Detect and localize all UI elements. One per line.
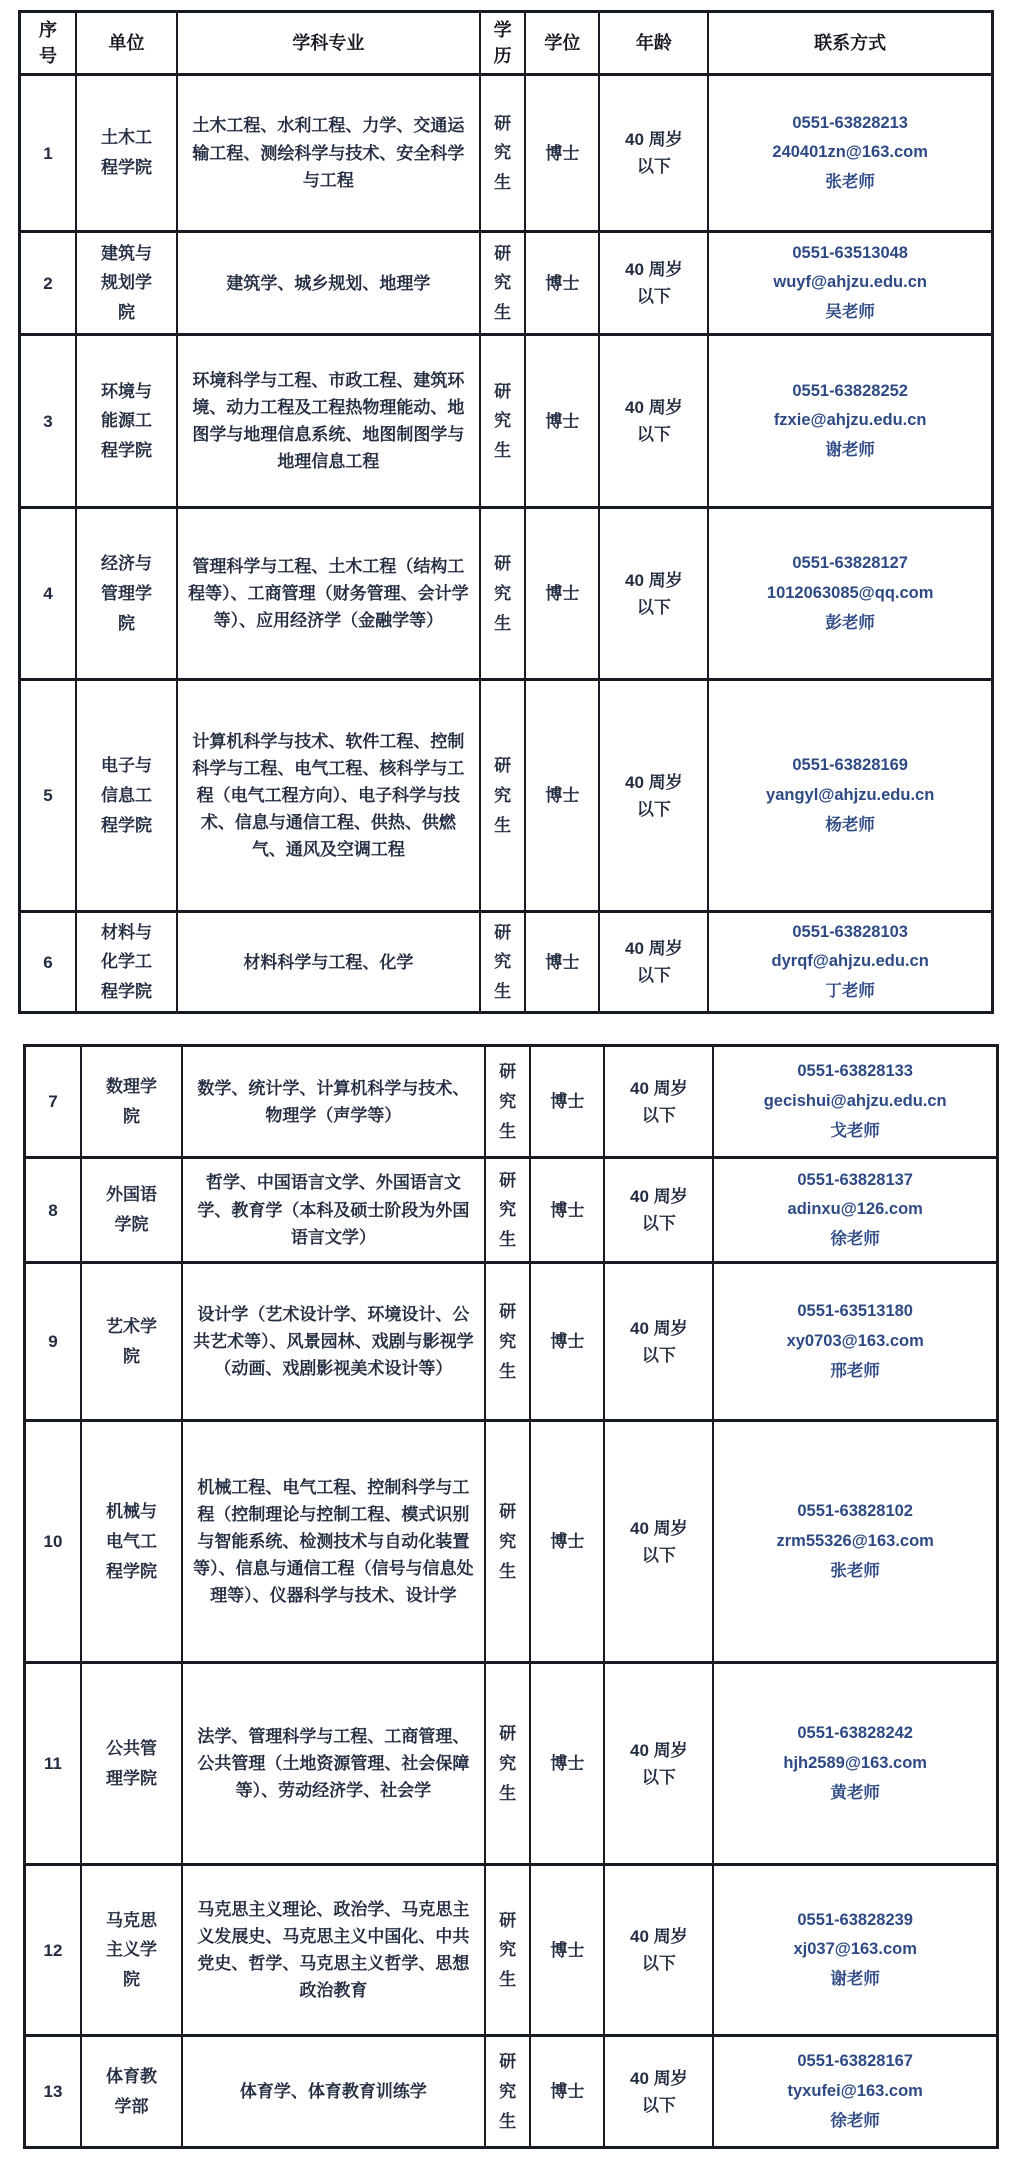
unit-cell bbox=[81, 1046, 182, 1158]
row-number-cell-text: 8 bbox=[48, 1200, 58, 1220]
row-number-cell-text: 7 bbox=[48, 1092, 58, 1112]
subjects-cell-text: 计算机科学与技术、软件工程、控制科学与工程、电气工程、核科学与工程（电气工程方向）、电子科学与技术、信息与通信工程、供热、供燃气、通风及空调工程 bbox=[192, 731, 465, 860]
column-header-label: 学历 bbox=[493, 20, 512, 67]
table-row bbox=[25, 1865, 998, 2036]
subjects-cell-text: 机械工程、电气工程、控制科学与工程（控制理论与控制工程、模式识别与智能系统、检测技术与自动化装置等）、信息与通信工程（信号与信息处理等）、仪器科学与技术、设计学 bbox=[193, 1477, 474, 1606]
education-cell bbox=[480, 335, 526, 508]
subjects-cell-text: 设计学（艺术设计学、环境设计、公共艺术等）、风景园林、戏剧与影视学（动画、戏剧影视美术设计等） bbox=[193, 1304, 474, 1379]
row-number-cell-text: 9 bbox=[48, 1332, 58, 1352]
row-number-cell bbox=[25, 1421, 81, 1663]
contact-name: 戈老师 bbox=[830, 1121, 880, 1140]
education-cell bbox=[485, 1663, 531, 1865]
degree-cell bbox=[530, 1158, 604, 1263]
table-row bbox=[20, 75, 993, 232]
contact-email: tyxufei@163.com bbox=[787, 2081, 923, 2100]
contact-email: wuyf@ahjzu.edu.cn bbox=[773, 273, 927, 292]
degree-cell bbox=[530, 1263, 604, 1421]
contact-email: 240401zn@163.com bbox=[772, 143, 928, 162]
row-number-cell bbox=[25, 1046, 81, 1158]
age-cell bbox=[599, 508, 708, 680]
degree-cell-text: 博士 bbox=[550, 1200, 585, 1220]
contact-phone: 0551-63513048 bbox=[792, 243, 908, 262]
subjects-cell bbox=[182, 2036, 485, 2148]
contact-cell bbox=[708, 912, 992, 1013]
age-cell bbox=[604, 1865, 713, 2036]
education-cell-text: 研究生 bbox=[494, 381, 512, 461]
subjects-cell bbox=[182, 1046, 485, 1158]
row-number-cell bbox=[20, 335, 76, 508]
row-number-cell bbox=[25, 1663, 81, 1865]
row-number-cell-text: 13 bbox=[43, 2082, 63, 2102]
contact-name: 张老师 bbox=[825, 173, 875, 192]
unit-cell bbox=[81, 1158, 182, 1263]
contact-phone: 0551-63828102 bbox=[797, 1502, 913, 1521]
degree-cell bbox=[525, 335, 599, 508]
degree-cell-text: 博士 bbox=[550, 1532, 585, 1552]
subjects-cell-text: 哲学、中国语言文学、外国语言文学、教育学（本科及硕士阶段为外国语言文学） bbox=[197, 1173, 470, 1247]
age-cell bbox=[604, 2036, 713, 2148]
column-header-education bbox=[480, 12, 526, 75]
contact-name: 黄老师 bbox=[830, 1783, 880, 1802]
degree-cell-text: 博士 bbox=[545, 411, 580, 431]
contact-phone: 0551-63828133 bbox=[797, 1062, 913, 1081]
header-row bbox=[20, 12, 993, 75]
degree-cell-text: 博士 bbox=[545, 786, 580, 806]
unit-cell-text: 机械与电气工程学院 bbox=[106, 1502, 158, 1581]
age-cell bbox=[604, 1421, 713, 1663]
age-cell bbox=[604, 1046, 713, 1158]
unit-cell bbox=[76, 680, 177, 912]
degree-cell-text: 博士 bbox=[550, 1332, 585, 1352]
column-header-label: 学位 bbox=[544, 33, 581, 54]
row-number-cell bbox=[25, 1263, 81, 1421]
subjects-cell-text: 数学、统计学、计算机科学与技术、物理学（声学等） bbox=[197, 1078, 470, 1125]
contact-name: 谢老师 bbox=[825, 441, 875, 460]
contact-cell bbox=[708, 508, 992, 680]
subjects-cell bbox=[177, 508, 480, 680]
unit-cell-text: 环境与能源工程学院 bbox=[101, 381, 153, 461]
education-cell bbox=[485, 1046, 531, 1158]
degree-cell bbox=[530, 1865, 604, 2036]
age-cell bbox=[599, 335, 708, 508]
row-number-cell bbox=[20, 680, 76, 912]
age-cell bbox=[599, 680, 708, 912]
column-header-degree bbox=[525, 12, 599, 75]
column-header-age bbox=[599, 12, 708, 75]
degree-cell-text: 博士 bbox=[550, 1754, 585, 1774]
education-cell-text: 研究生 bbox=[494, 243, 512, 323]
subjects-cell bbox=[182, 1158, 485, 1263]
degree-cell bbox=[530, 2036, 604, 2148]
contact-phone: 0551-63828252 bbox=[792, 381, 908, 400]
unit-cell bbox=[81, 1263, 182, 1421]
education-cell-text: 研究生 bbox=[499, 1062, 517, 1141]
unit-cell-text: 土木工程学院 bbox=[101, 128, 153, 178]
education-cell bbox=[485, 2036, 531, 2148]
contact-name: 徐老师 bbox=[830, 2111, 880, 2130]
contact-cell bbox=[713, 2036, 997, 2148]
subjects-cell-text: 建筑学、城乡规划、地理学 bbox=[226, 273, 431, 293]
contact-email: adinxu@126.com bbox=[787, 1200, 923, 1219]
contact-phone: 0551-63828239 bbox=[797, 1910, 913, 1929]
contact-name: 彭老师 bbox=[825, 613, 875, 632]
table-row bbox=[20, 912, 993, 1013]
age-cell-text: 40 周岁以下 bbox=[630, 1927, 688, 1974]
row-number-cell-text: 1 bbox=[43, 143, 53, 163]
subjects-cell-text: 体育学、体育教育训练学 bbox=[239, 2082, 427, 2102]
degree-cell-text: 博士 bbox=[550, 1092, 585, 1112]
table-row bbox=[20, 680, 993, 912]
age-cell-text: 40 周岁以下 bbox=[630, 1078, 688, 1125]
unit-cell-text: 电子与信息工程学院 bbox=[101, 756, 153, 835]
recruitment-table-2 bbox=[23, 1044, 999, 2149]
degree-cell bbox=[525, 680, 599, 912]
contact-cell bbox=[713, 1158, 997, 1263]
degree-cell bbox=[530, 1421, 604, 1663]
subjects-cell bbox=[177, 335, 480, 508]
age-cell bbox=[599, 75, 708, 232]
degree-cell bbox=[525, 232, 599, 335]
age-cell bbox=[604, 1263, 713, 1421]
column-header-label: 年龄 bbox=[635, 33, 672, 54]
contact-email: xy0703@163.com bbox=[786, 1331, 924, 1350]
education-cell bbox=[480, 75, 526, 232]
subjects-cell bbox=[177, 680, 480, 912]
education-cell bbox=[485, 1865, 531, 2036]
contact-name: 徐老师 bbox=[830, 1230, 880, 1249]
age-cell-text: 40 周岁以下 bbox=[630, 2068, 688, 2115]
age-cell-text: 40 周岁以下 bbox=[625, 398, 683, 445]
age-cell-text: 40 周岁以下 bbox=[625, 772, 683, 819]
contact-email: zrm55326@163.com bbox=[776, 1531, 934, 1550]
column-header-no bbox=[20, 12, 76, 75]
contact-email: xj037@163.com bbox=[793, 1940, 917, 1959]
degree-cell bbox=[530, 1046, 604, 1158]
contact-email: fzxie@ahjzu.edu.cn bbox=[773, 411, 927, 430]
degree-cell-text: 博士 bbox=[550, 2082, 585, 2102]
contact-name: 吴老师 bbox=[825, 303, 875, 322]
column-header-subjects bbox=[177, 12, 480, 75]
education-cell-text: 研究生 bbox=[499, 1170, 517, 1250]
row-number-cell-text: 5 bbox=[43, 786, 53, 806]
column-header-contact bbox=[708, 12, 992, 75]
education-cell bbox=[480, 680, 526, 912]
unit-cell bbox=[76, 508, 177, 680]
table-row bbox=[20, 335, 993, 508]
education-cell-text: 研究生 bbox=[499, 2052, 517, 2131]
age-cell-text: 40 周岁以下 bbox=[630, 1740, 688, 1787]
contact-phone: 0551-63513180 bbox=[797, 1302, 913, 1321]
row-number-cell bbox=[20, 912, 76, 1013]
contact-phone: 0551-63828137 bbox=[797, 1170, 913, 1189]
unit-cell-text: 公共管理学院 bbox=[106, 1738, 158, 1788]
column-header-label: 序号 bbox=[38, 20, 57, 67]
subjects-cell bbox=[177, 75, 480, 232]
unit-cell-text: 体育教学部 bbox=[106, 2066, 158, 2116]
subjects-cell-text: 法学、管理科学与工程、工商管理、公共管理（土地资源管理、社会保障等）、劳动经济学、社会学 bbox=[197, 1726, 470, 1801]
age-cell-text: 40 周岁以下 bbox=[625, 260, 683, 307]
unit-cell-text: 经济与管理学院 bbox=[101, 554, 153, 633]
unit-cell-text: 马克思主义学院 bbox=[106, 1910, 158, 1990]
unit-cell bbox=[76, 232, 177, 335]
table-row bbox=[25, 1263, 998, 1421]
contact-cell bbox=[708, 680, 992, 912]
subjects-cell-text: 马克思主义理论、政治学、马克思主义发展史、马克思主义中国化、中共党史、哲学、马克思主义哲学、思想政治教育 bbox=[197, 1899, 470, 2001]
education-cell-text: 研究生 bbox=[499, 1302, 517, 1381]
age-cell-text: 40 周岁以下 bbox=[625, 130, 683, 177]
degree-cell-text: 博士 bbox=[550, 1940, 585, 1960]
unit-cell-text: 建筑与规划学院 bbox=[101, 243, 153, 323]
contact-phone: 0551-63828127 bbox=[792, 554, 908, 573]
unit-cell-text: 数理学院 bbox=[106, 1076, 158, 1126]
row-number-cell bbox=[20, 75, 76, 232]
age-cell-text: 40 周岁以下 bbox=[625, 570, 683, 617]
age-cell bbox=[604, 1158, 713, 1263]
subjects-cell-text: 环境科学与工程、市政工程、建筑环境、动力工程及工程热物理能动、地图学与地理信息系统、地图制图学与地理信息工程 bbox=[192, 370, 465, 472]
unit-cell bbox=[76, 335, 177, 508]
contact-cell bbox=[713, 1663, 997, 1865]
education-cell-text: 研究生 bbox=[494, 554, 512, 633]
contact-email: 1012063085@qq.com bbox=[766, 583, 934, 602]
education-cell-text: 研究生 bbox=[494, 922, 512, 1002]
degree-cell bbox=[525, 75, 599, 232]
age-cell-text: 40 周岁以下 bbox=[625, 939, 683, 986]
contact-phone: 0551-63828103 bbox=[792, 922, 908, 941]
age-cell bbox=[604, 1663, 713, 1865]
education-cell bbox=[485, 1421, 531, 1663]
row-number-cell-text: 4 bbox=[43, 584, 53, 604]
row-number-cell-text: 3 bbox=[43, 411, 53, 431]
subjects-cell bbox=[182, 1421, 485, 1663]
education-cell bbox=[485, 1263, 531, 1421]
contact-cell bbox=[713, 1263, 997, 1421]
subjects-cell-text: 材料科学与工程、化学 bbox=[243, 952, 414, 972]
column-header-unit bbox=[76, 12, 177, 75]
education-cell-text: 研究生 bbox=[499, 1502, 517, 1581]
degree-cell-text: 博士 bbox=[545, 143, 580, 163]
row-number-cell-text: 6 bbox=[43, 952, 53, 972]
row-number-cell-text: 2 bbox=[43, 273, 53, 293]
contact-name: 邢老师 bbox=[830, 1361, 880, 1380]
degree-cell-text: 博士 bbox=[545, 584, 580, 604]
contact-cell bbox=[713, 1865, 997, 2036]
table-row bbox=[25, 1158, 998, 1263]
row-number-cell bbox=[25, 2036, 81, 2148]
contact-cell bbox=[713, 1046, 997, 1158]
subjects-cell bbox=[177, 232, 480, 335]
table-row bbox=[25, 2036, 998, 2148]
unit-cell-text: 材料与化学工程学院 bbox=[101, 922, 153, 1002]
education-cell bbox=[485, 1158, 531, 1263]
row-number-cell-text: 10 bbox=[43, 1532, 63, 1552]
degree-cell-text: 博士 bbox=[545, 273, 580, 293]
subjects-cell-text: 土木工程、水利工程、力学、交通运输工程、测绘科学与技术、安全科学与工程 bbox=[192, 116, 465, 190]
row-number-cell bbox=[20, 232, 76, 335]
contact-cell bbox=[708, 232, 992, 335]
contact-email: hjh2589@163.com bbox=[783, 1753, 927, 1772]
contact-cell bbox=[708, 335, 992, 508]
age-cell-text: 40 周岁以下 bbox=[630, 1518, 688, 1565]
row-number-cell bbox=[25, 1158, 81, 1263]
age-cell-text: 40 周岁以下 bbox=[630, 1318, 688, 1365]
row-number-cell-text: 11 bbox=[43, 1754, 62, 1774]
table-row bbox=[20, 508, 993, 680]
contact-email: dyrqf@ahjzu.edu.cn bbox=[771, 952, 929, 971]
unit-cell bbox=[81, 1663, 182, 1865]
column-header-label: 学科专业 bbox=[292, 33, 365, 54]
education-cell-text: 研究生 bbox=[494, 756, 512, 835]
contact-name: 丁老师 bbox=[825, 982, 875, 1001]
subjects-cell bbox=[182, 1663, 485, 1865]
unit-cell bbox=[81, 1421, 182, 1663]
recruitment-table-1 bbox=[18, 10, 994, 1014]
row-number-cell-text: 12 bbox=[43, 1940, 63, 1960]
contact-phone: 0551-63828169 bbox=[792, 756, 908, 775]
subjects-cell bbox=[182, 1865, 485, 2036]
education-cell bbox=[480, 232, 526, 335]
unit-cell bbox=[81, 1865, 182, 2036]
unit-cell bbox=[76, 75, 177, 232]
subjects-cell-text: 管理科学与工程、土木工程（结构工程等）、工商管理（财务管理、会计学等）、应用经济学（金融学等） bbox=[188, 556, 469, 631]
education-cell-text: 研究生 bbox=[499, 1910, 517, 1990]
row-number-cell bbox=[20, 508, 76, 680]
education-cell bbox=[480, 508, 526, 680]
table-row bbox=[20, 232, 993, 335]
contact-cell bbox=[713, 1421, 997, 1663]
contact-email: gecishui@ahjzu.edu.cn bbox=[763, 1091, 947, 1110]
age-cell bbox=[599, 912, 708, 1013]
education-cell-text: 研究生 bbox=[499, 1724, 517, 1803]
column-header-label: 联系方式 bbox=[814, 33, 887, 54]
unit-cell-text: 外国语学院 bbox=[106, 1185, 158, 1235]
age-cell bbox=[599, 232, 708, 335]
unit-cell bbox=[81, 2036, 182, 2148]
degree-cell-text: 博士 bbox=[545, 952, 580, 972]
degree-cell bbox=[530, 1663, 604, 1865]
degree-cell bbox=[525, 508, 599, 680]
contact-phone: 0551-63828167 bbox=[797, 2052, 913, 2071]
contact-cell bbox=[708, 75, 992, 232]
education-cell-text: 研究生 bbox=[494, 113, 512, 193]
unit-cell-text: 艺术学院 bbox=[106, 1316, 158, 1366]
subjects-cell bbox=[177, 912, 480, 1013]
tables-container bbox=[18, 10, 995, 2149]
contact-name: 谢老师 bbox=[830, 1970, 880, 1989]
degree-cell bbox=[525, 912, 599, 1013]
table-row bbox=[25, 1663, 998, 1865]
contact-phone: 0551-63828213 bbox=[792, 113, 908, 132]
unit-cell bbox=[76, 912, 177, 1013]
contact-name: 张老师 bbox=[830, 1561, 880, 1580]
subjects-cell bbox=[182, 1263, 485, 1421]
row-number-cell bbox=[25, 1865, 81, 2036]
contact-name: 杨老师 bbox=[825, 815, 875, 834]
age-cell-text: 40 周岁以下 bbox=[630, 1187, 688, 1234]
table-row bbox=[25, 1421, 998, 1663]
contact-phone: 0551-63828242 bbox=[797, 1724, 913, 1743]
contact-email: yangyl@ahjzu.edu.cn bbox=[766, 785, 935, 804]
column-header-label: 单位 bbox=[108, 33, 145, 54]
table-row bbox=[25, 1046, 998, 1158]
education-cell bbox=[480, 912, 526, 1013]
